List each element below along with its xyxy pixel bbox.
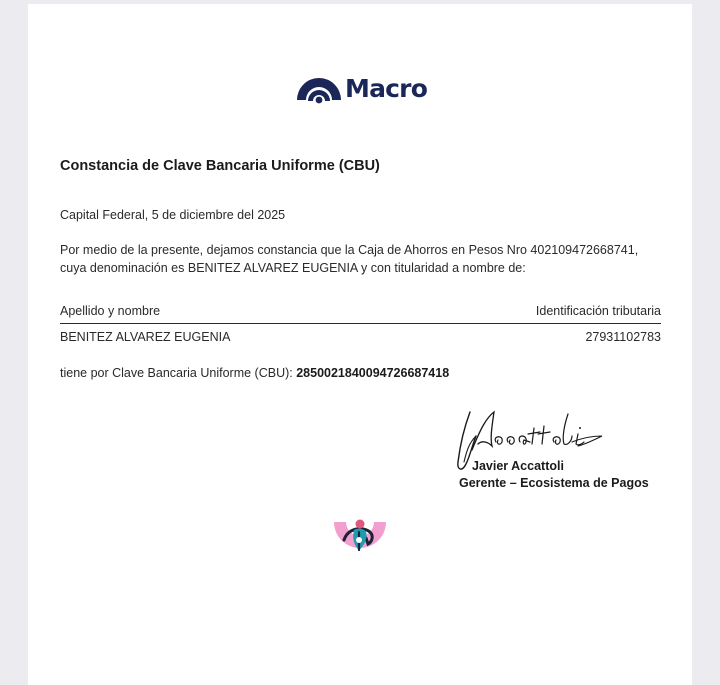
holders-table [60,304,661,344]
holder-tax-id: 27931102783 [585,330,661,344]
holder-name: BENITEZ ALVAREZ EUGENIA [60,330,231,344]
macro-logo [296,72,427,106]
cbu-prefix: tiene por Clave Bancaria Uniforme (CBU): [60,366,293,380]
signatory-role: Gerente – Ecosistema de Pagos [459,476,649,490]
macro-logo-icon [296,72,342,106]
header-tax-id: Identificación tributaria [535,304,661,318]
intro-line-1: Por medio de la presente, dejamos constancia que la Caja de Ahorros en Pesos Nro 402109472668741, [60,243,639,257]
place-date: Capital Federal, 5 de diciembre del 2025 [60,208,286,222]
header-name: Apellido y nombre [60,304,161,318]
table-header [60,304,661,324]
cbu-line [60,366,449,380]
document-title: Constancia de Clave Bancaria Uniforme (CBU) [60,158,380,174]
brand-name: Macro [345,74,428,103]
cbu-value: 2850021840094726687418 [296,366,450,380]
signatory-block [459,458,649,492]
intro-line-2: cuya denominación es BENITEZ ALVAREZ EUGENIA y con titularidad a nombre de: [60,261,526,275]
table-row [60,324,661,344]
signatory-name: Javier Accattoli [472,459,564,473]
document-page [28,4,692,685]
intro-paragraph [60,241,670,277]
mascot-icon [332,518,388,556]
